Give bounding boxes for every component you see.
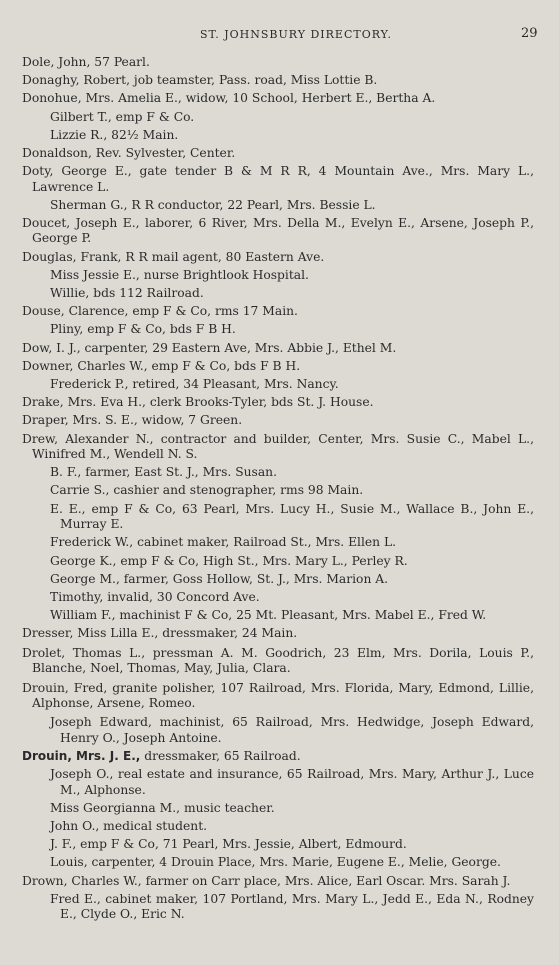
directory-entry: J. F., emp F & Co, 71 Pearl, Mrs. Jessie, Albert, Edmourd. [50,837,407,852]
directory-entry: George M., farmer, Goss Hollow, St. J., Mrs. Marion A. [50,571,389,586]
directory-entries [22,55,534,925]
directory-entry: Downer, Charles W., emp F & Co, bds F B H. [22,358,301,373]
directory-entry [22,749,534,764]
directory-entry: John O., medical student. [50,818,208,833]
directory-entry: Drown, Charles W., farmer on Carr place, Mrs. Alice, Earl Oscar. Mrs. Sarah J. [22,873,511,888]
directory-entry: Sherman G., R R conductor, 22 Pearl, Mrs. Bessie L. [50,197,376,212]
running-title: ST. JOHNSBURY DIRECTORY. [200,28,393,41]
directory-entry: Frederick P., retired, 34 Pleasant, Mrs. Nancy. [50,377,339,392]
entry-details: dressmaker, 65 Railroad. [140,748,301,763]
directory-entry: Douse, Clarence, emp F & Co, rms 17 Main. [22,304,298,319]
directory-entry: William F., machinist F & Co, 25 Mt. Pleasant, Mrs. Mabel E., Fred W. [50,608,487,623]
directory-entry: Miss Georgianna M., music teacher. [50,800,275,815]
directory-entry: Doucet, Joseph E., laborer, 6 River, Mrs. Della M., Evelyn E., Arsene, Joseph P., George P. [22,216,534,246]
directory-entry: Donaldson, Rev. Sylvester, Center. [22,146,236,161]
directory-entry: Dresser, Miss Lilla E., dressmaker, 24 Main. [22,626,298,641]
directory-entry: Pliny, emp F & Co, bds F B H. [50,322,236,337]
directory-entry: Frederick W., cabinet maker, Railroad St., Mrs. Ellen L. [50,535,397,550]
directory-entry: Joseph Edward, machinist, 65 Railroad, Mrs. Hedwidge, Joseph Edward, Henry O., Joseph Antoine. [50,715,534,745]
directory-entry: Drolet, Thomas L., pressman A. M. Goodrich, 23 Elm, Mrs. Dorila, Louis P., Blanche, Noel, Thomas, May, Julia, Clara. [22,645,534,676]
running-header [0,26,559,46]
directory-entry: Joseph O., real estate and insurance, 65 Railroad, Mrs. Mary, Arthur J., Luce M., Alphonse. [50,767,534,797]
directory-entry: Donaghy, Robert, job teamster, Pass. road, Miss Lottie B. [22,73,378,88]
directory-entry: Lizzie R., 82½ Main. [50,127,179,142]
directory-entry: B. F., farmer, East St. J., Mrs. Susan. [50,465,278,480]
directory-entry: E. E., emp F & Co, 63 Pearl, Mrs. Lucy H., Susie M., Wallace B., John E., Murray E. [50,501,534,532]
directory-entry: Drake, Mrs. Eva H., clerk Brooks-Tyler, bds St. J. House. [22,395,374,410]
directory-entry: Drew, Alexander N., contractor and builder, Center, Mrs. Susie C., Mabel L., Winifred M., Wendell N. S. [22,431,534,462]
directory-entry: Gilbert T., emp F & Co. [50,109,195,124]
directory-entry: Douglas, Frank, R R mail agent, 80 Eastern Ave. [22,249,325,264]
page-number: 29 [521,26,538,41]
directory-entry: Willie, bds 112 Railroad. [50,286,204,301]
directory-entry: Dow, I. J., carpenter, 29 Eastern Ave, Mrs. Abbie J., Ethel M. [22,340,397,355]
directory-entry: Fred E., cabinet maker, 107 Portland, Mrs. Mary L., Jedd E., Eda N., Rodney E., Clyde O., Eric N. [50,891,534,922]
directory-entry: Drouin, Fred, granite polisher, 107 Railroad, Mrs. Florida, Mary, Edmond, Lillie, Alphonse, Arsene, Romeo. [22,680,534,710]
directory-entry: Donohue, Mrs. Amelia E., widow, 10 School, Herbert E., Bertha A. [22,91,436,106]
directory-entry: Carrie S., cashier and stenographer, rms 98 Main. [50,483,364,498]
directory-entry: George K., emp F & Co, High St., Mrs. Mary L., Perley R. [50,553,408,568]
directory-entry: Doty, George E., gate tender B & M R R, 4 Mountain Ave., Mrs. Mary L., Lawrence L. [22,164,534,194]
directory-entry: Timothy, invalid, 30 Concord Ave. [50,589,260,604]
entry-name-bold: Drouin, Mrs. J. E., [22,748,141,763]
directory-entry: Louis, carpenter, 4 Drouin Place, Mrs. Marie, Eugene E., Melie, George. [50,855,501,870]
directory-entry: Miss Jessie E., nurse Brightlook Hospital. [50,267,309,282]
directory-entry: Dole, John, 57 Pearl. [22,55,150,69]
directory-entry: Draper, Mrs. S. E., widow, 7 Green. [22,413,243,428]
